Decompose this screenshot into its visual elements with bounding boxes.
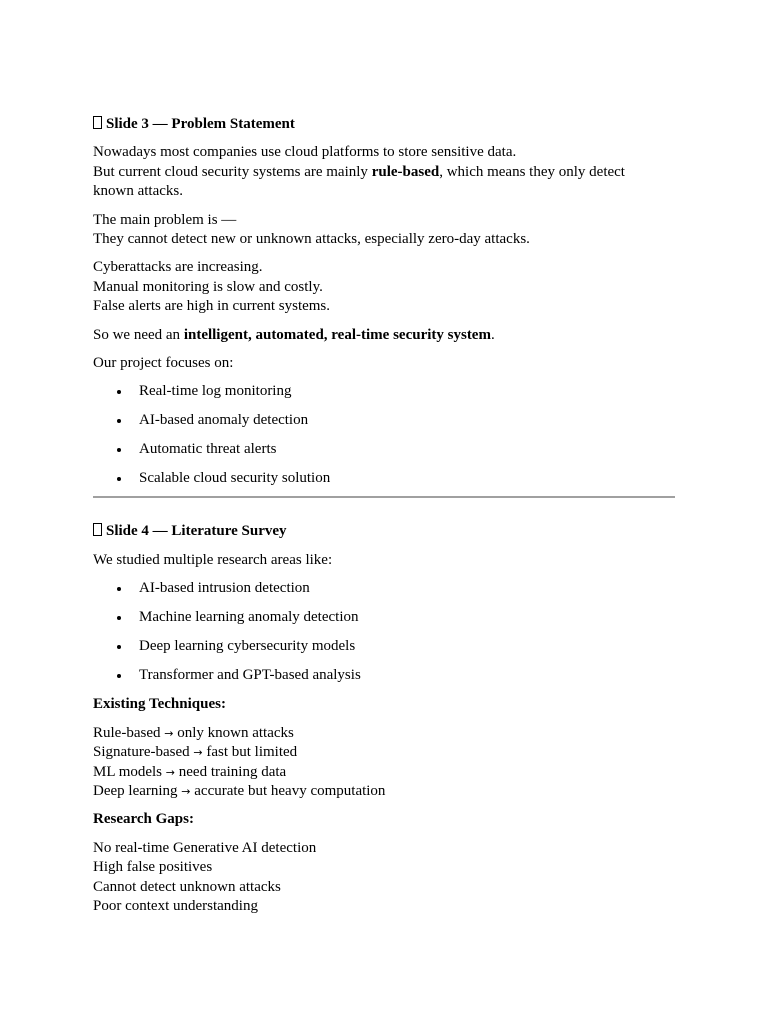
- need-post: .: [490, 326, 495, 343]
- issues-line-2: Manual monitoring is slow and costly.: [93, 278, 323, 295]
- technique-line: [93, 763, 675, 782]
- intro-paragraph: [93, 143, 675, 201]
- need-paragraph: [93, 326, 675, 345]
- main-problem-line-2: They cannot detect new or unknown attacks, especially zero-day attacks.: [93, 231, 530, 248]
- list-item: Machine learning anomaly detection: [93, 608, 675, 627]
- technique-line: [93, 743, 675, 762]
- intro-line-3: known attacks.: [93, 183, 183, 200]
- list-item: AI-based intrusion detection: [93, 579, 675, 598]
- missing-glyph-icon: [93, 523, 102, 536]
- rule-based-bold: rule-based: [371, 163, 440, 180]
- need-pre: So we need an: [93, 326, 184, 343]
- technique-line: [93, 782, 675, 801]
- technique-desc: only known attacks: [177, 724, 294, 741]
- main-problem-line-1: The main problem is —: [93, 211, 237, 228]
- need-bold: intelligent, automated, real-time security system: [183, 326, 491, 343]
- main-problem-paragraph: [93, 211, 675, 250]
- intro-line-1: Nowadays most companies use cloud platforms to store sensitive data.: [93, 144, 517, 161]
- gap-line: No real-time Generative AI detection: [93, 839, 317, 856]
- technique-desc: need training data: [178, 763, 287, 780]
- list-item: Deep learning cybersecurity models: [93, 637, 675, 656]
- technique-name: ML models: [93, 763, 163, 780]
- slide-3-heading-text: Slide 3 — Problem Statement: [106, 116, 295, 132]
- research-gaps-title: Research Gaps:: [93, 811, 194, 828]
- gap-line: Poor context understanding: [93, 897, 258, 914]
- slide-4-heading: [93, 522, 675, 541]
- document-page: [93, 115, 675, 925]
- list-item: Transformer and GPT-based analysis: [93, 666, 675, 685]
- arrow-right-icon: →: [164, 726, 174, 740]
- focus-intro: Our project focuses on:: [93, 355, 234, 372]
- missing-glyph-icon: [93, 116, 102, 129]
- gap-line: High false positives: [93, 859, 213, 876]
- technique-name: Deep learning: [93, 782, 178, 799]
- list-item: Scalable cloud security solution: [93, 469, 675, 488]
- gaps-paragraph: [93, 839, 675, 917]
- issues-line-3: False alerts are high in current systems.: [93, 298, 331, 315]
- arrow-right-icon: →: [181, 784, 191, 798]
- issues-line-1: Cyberattacks are increasing.: [93, 259, 263, 276]
- intro-line-2: [93, 163, 675, 182]
- technique-desc: accurate but heavy computation: [194, 782, 386, 799]
- technique-name: Rule-based: [93, 724, 161, 741]
- survey-intro: We studied multiple research areas like:: [93, 551, 333, 568]
- gap-line: Cannot detect unknown attacks: [93, 878, 281, 895]
- issues-paragraph: [93, 258, 675, 316]
- list-item: Automatic threat alerts: [93, 440, 675, 459]
- technique-desc: fast but limited: [206, 744, 298, 761]
- intro-line-2-post: , which means they only detect: [439, 163, 625, 180]
- intro-line-2-pre: But current cloud security systems are mainly: [93, 163, 372, 180]
- slide-4-heading-text: Slide 4 — Literature Survey: [106, 523, 287, 540]
- focus-list: [93, 382, 675, 488]
- technique-line: [93, 724, 675, 743]
- list-item: AI-based anomaly detection: [93, 411, 675, 430]
- list-item: Real-time log monitoring: [93, 382, 675, 401]
- research-areas-list: [93, 579, 675, 685]
- technique-name: Signature-based: [93, 744, 190, 761]
- arrow-right-icon: →: [193, 746, 203, 760]
- arrow-right-icon: →: [165, 765, 175, 779]
- slide-3-heading: [93, 115, 675, 134]
- techniques-paragraph: [93, 724, 675, 802]
- existing-techniques-title: Existing Techniques:: [93, 696, 226, 713]
- section-divider: [93, 496, 675, 498]
